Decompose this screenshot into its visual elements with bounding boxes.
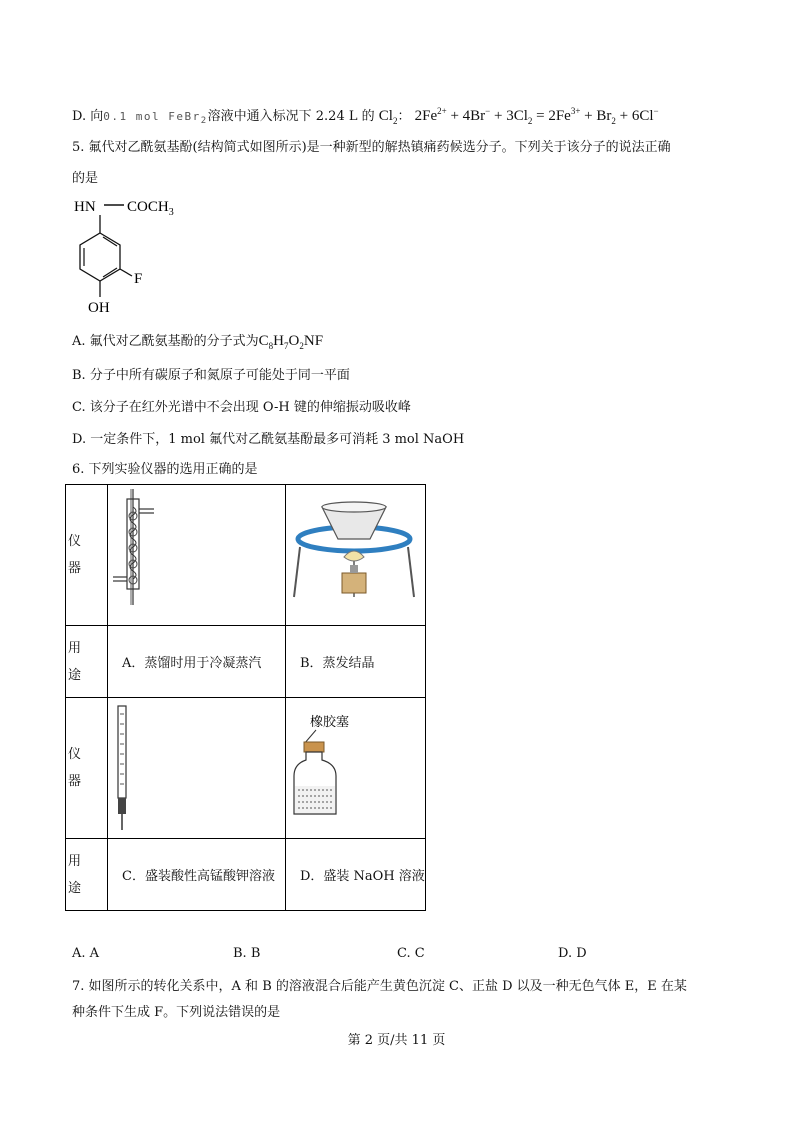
structure-fluoro: F (134, 271, 143, 287)
use-a: A．蒸馏时用于冷凝蒸汽 (108, 626, 286, 698)
page-footer: 第 2 页/共 11 页 (347, 1033, 446, 1048)
q5-option-d: D. 一定条件下，1 mol 氟代对乙酰氨基酚最多可消耗 3 mol NaOH (72, 432, 465, 447)
condenser-icon (108, 485, 285, 621)
benzene-ring-diagram (72, 195, 192, 320)
structure-acyl: $COCH_3$ (127, 199, 174, 218)
use-label-row2: 用 途 (66, 839, 108, 911)
q5-stem-line-1: 5. 氟代对乙酰氨基酚(结构简式如图所示)是一种新型的解热镇痛药候选分子。下列关于该分子的说法正确 (72, 140, 671, 155)
evaporating-dish-setup-icon (286, 485, 424, 621)
q5-option-b: B. 分子中所有碳原子和氮原子可能处于同一平面 (72, 368, 350, 383)
answer-d[interactable]: D. D (558, 946, 587, 961)
ionic-equation: $2Fe^{2+} + 4Br^- + 3Cl_2 = 2Fe^{3+} + Br_2 + 6Cl^-$ (414, 106, 659, 126)
answer-c[interactable]: C. C (397, 946, 425, 961)
evaporation-cell (286, 485, 426, 626)
structure-hn: HN (74, 199, 96, 215)
burette-cell (108, 698, 286, 839)
q7-stem-line-2: 种条件下生成 F。下列说法错误的是 (72, 1005, 281, 1020)
answer-a[interactable]: A. A (72, 946, 100, 961)
q4-option-d: D. 向0.1 mol FeBr$_2$溶液中通入标况下 2.24 L 的 $Cl_2$： $2Fe^{2+} + 4Br^- + 3Cl_2 = 2Fe^{3+} + Br_2 + 6Cl^-$ (72, 106, 659, 127)
grey-formula: 0.1 mol FeBr$_2$ (103, 110, 208, 127)
burette-icon (108, 698, 285, 834)
q6-stem: 6. 下列实验仪器的选用正确的是 (72, 462, 258, 477)
use-d: D．盛装 NaOH 溶液 (286, 839, 426, 911)
answer-b[interactable]: B. B (233, 946, 261, 961)
condenser-cell (108, 485, 286, 626)
rubber-stopper-label: 橡胶塞 (310, 714, 350, 729)
q5-stem-line-2: 的是 (72, 171, 99, 186)
q5-option-a: A. 氟代对乙酰氨基酚的分子式为$C_8H_7O_2NF$ (72, 333, 324, 351)
chlorine-formula: $Cl_2$ (378, 108, 398, 126)
molecular-formula: $C_8H_7O_2NF$ (258, 333, 324, 351)
use-c: C．盛装酸性高锰酸钾溶液 (108, 839, 286, 911)
use-b: B．蒸发结晶 (286, 626, 426, 698)
apparatus-table (65, 484, 426, 911)
reagent-bottle-icon (286, 698, 424, 834)
q5-option-c: C. 该分子在红外光谱中不会出现 O-H 键的伸缩振动吸收峰 (72, 400, 411, 415)
q7-stem-line-1: 7. 如图所示的转化关系中，A 和 B 的溶液混合后能产生黄色沉淀 C、正盐 D 以及一种无色气体 E，E 在某 (72, 979, 687, 994)
structural-formula (72, 195, 192, 320)
use-label-row1: 用 途 (66, 626, 108, 698)
reagent-bottle-cell (286, 698, 426, 839)
instrument-label-row1: 仪 器 (66, 485, 108, 626)
structure-hydroxy: OH (88, 300, 110, 316)
instrument-label-row2: 仪 器 (66, 698, 108, 839)
